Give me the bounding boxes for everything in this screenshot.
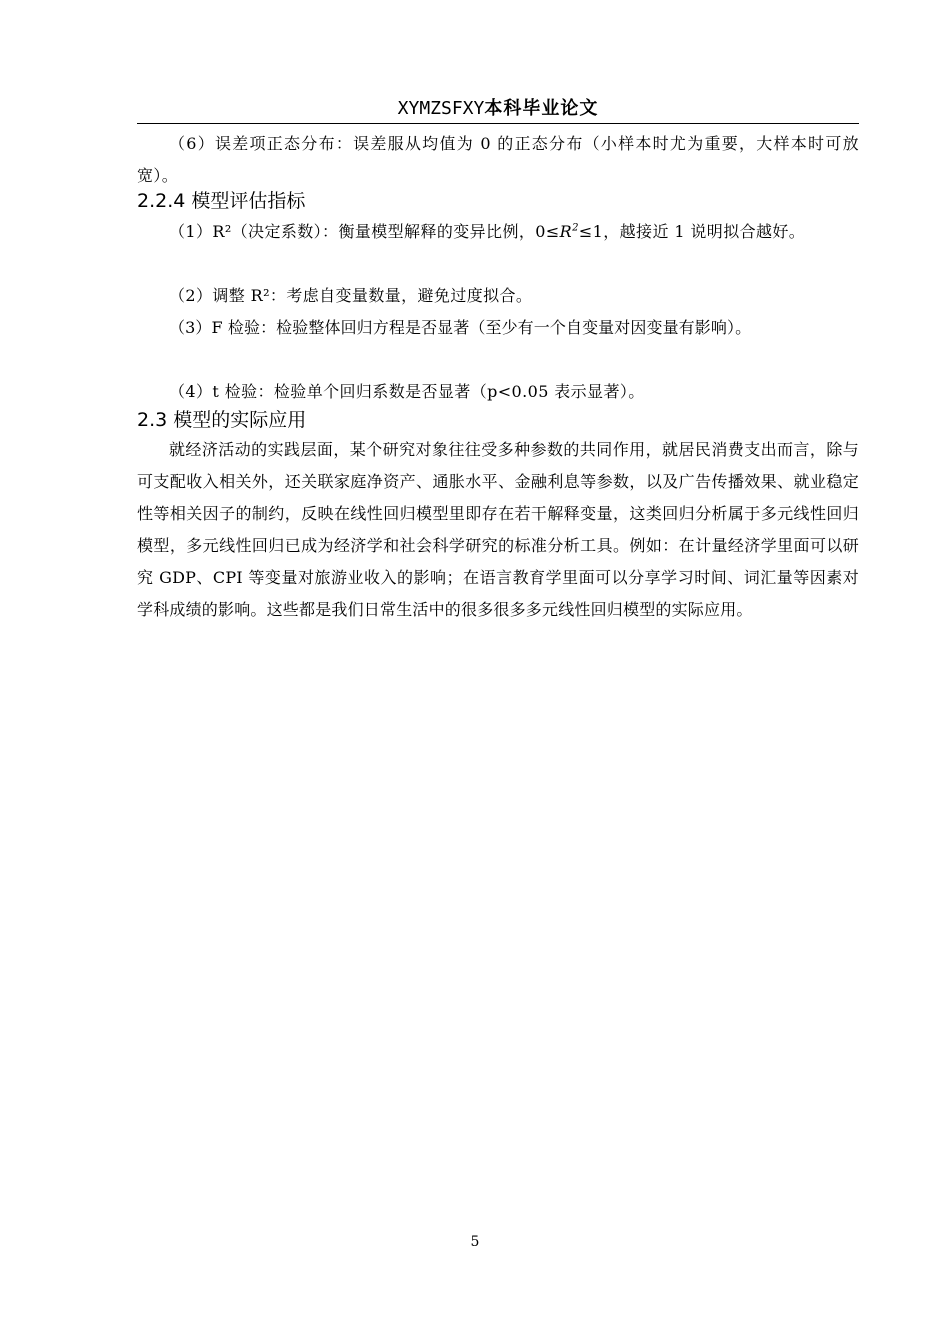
section-heading-2-2-4: 2.2.4 模型评估指标 bbox=[137, 190, 306, 212]
formula-lhs: 0≤ bbox=[535, 222, 560, 241]
section-heading-2-3: 2.3 模型的实际应用 bbox=[137, 409, 307, 431]
formula-rhs: ≤1 bbox=[578, 222, 604, 241]
section-2-3-body: 就经济活动的实践层面，某个研究对象往往受多种参数的共同作用，就居民消费支出而言，除与可支配收入相关外，还关联家庭净资产、通胀水平、金融利息等参数，以及广告传播效果、就业稳定性等相关因子的制约，反映在线性回归模型里即存在若干解释变量，这类回归分析属于多元线性回归模型，多元线性回归已成为经济学和社会科学研究的标准分析工具。例如：在计量经济学里面可以研究 GDP、CPI 等变量对旅游业收入的影响；在语言教育学里面可以分享学习时间、词汇量等因素对学科成绩的影响。这些都是我们日常生活中的很多很多多元线性回归模型的实际应用。 bbox=[137, 440, 859, 619]
metric-1-paragraph bbox=[137, 216, 859, 248]
header-code: XYMZSFXY bbox=[397, 98, 485, 119]
assumption-6-paragraph: （6）误差项正态分布：误差服从均值为 0 的正态分布（小样本时尤为重要，大样本时可放宽）。 bbox=[137, 134, 859, 185]
r-squared-formula bbox=[535, 222, 603, 241]
metric-2-paragraph: （2）调整 R²：考虑自变量数量，避免过度拟合。 bbox=[169, 286, 533, 305]
header-title: 本科毕业论文 bbox=[484, 98, 599, 119]
metric-4-paragraph: （4）t 检验：检验单个回归系数是否显著（p<0.05 表示显著）。 bbox=[169, 382, 645, 401]
page-header bbox=[137, 96, 859, 122]
formula-variable: R bbox=[559, 222, 573, 241]
formula-exponent: 2 bbox=[572, 222, 579, 234]
metric-1-text-end: ，越接近 1 说明拟合越好。 bbox=[603, 222, 806, 241]
page-number: 5 bbox=[470, 1234, 480, 1250]
metric-3-paragraph: （3）F 检验：检验整体回归方程是否显著（至少有一个自变量对因变量有影响）。 bbox=[169, 318, 752, 337]
metric-1-text: （1）R²（决定系数）：衡量模型解释的变异比例， bbox=[169, 222, 536, 241]
header-rule bbox=[137, 123, 859, 124]
